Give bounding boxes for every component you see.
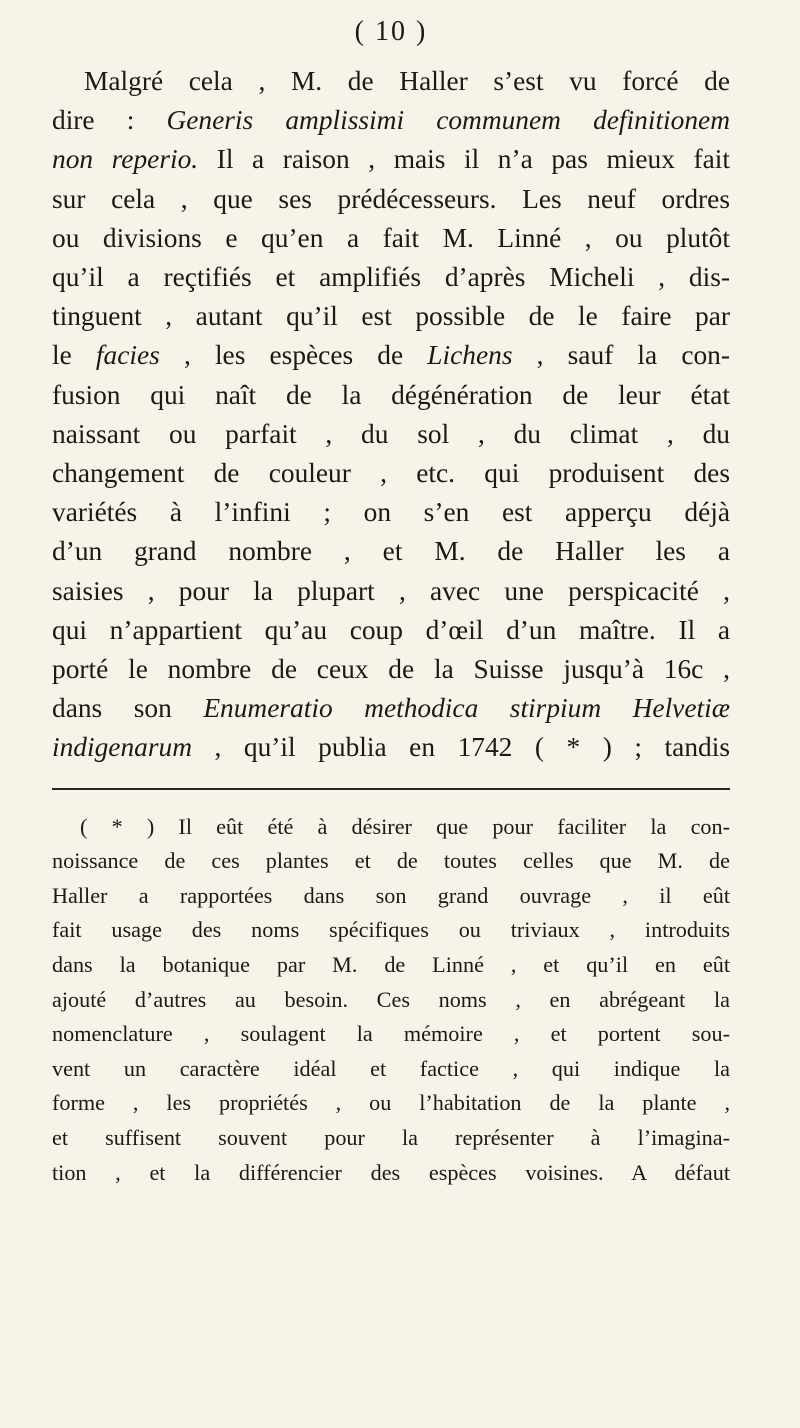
footnote-separator-rule	[52, 788, 730, 790]
text-line	[52, 983, 730, 1018]
text-line	[52, 219, 730, 258]
text-line	[52, 728, 730, 767]
text-run: , qu’il publia en 1742 ( * ) ; tandis	[192, 732, 730, 763]
text-line	[52, 611, 730, 650]
italic-text-run: indigenarum	[52, 732, 192, 763]
italic-text-run: non reperio.	[52, 144, 199, 175]
text-run: noissance de ces plantes et de toutes celles que M. de	[52, 848, 730, 874]
text-run: tinguent , autant qu’il est possible de le faire par	[52, 301, 730, 332]
text-run: dans la botanique par M. de Linné , et qu’il en eût	[52, 952, 730, 978]
text-run: dire :	[52, 105, 167, 136]
text-run: naissant ou parfait , du sol , du climat , du	[52, 418, 730, 449]
text-run: sur cela , que ses prédécesseurs. Les neuf ordres	[52, 183, 730, 214]
text-line	[52, 1156, 730, 1191]
italic-text-run: facies	[95, 340, 160, 371]
main-text-block	[52, 62, 730, 768]
text-line	[52, 376, 730, 415]
text-run: fusion qui naît de la dégénération de leur état	[52, 379, 730, 410]
text-run: variétés à l’infini ; on s’en est apperçu déjà	[52, 497, 730, 528]
footnote-block	[52, 810, 730, 1191]
text-run: forme , les propriétés , ou l’habitation de la plante ,	[52, 1090, 730, 1116]
text-run: tion , et la différencier des espèces voisines. A défaut	[52, 1159, 730, 1185]
text-line	[52, 879, 730, 914]
text-line	[52, 1086, 730, 1121]
italic-text-run: Generis amplissimi communem definitionem	[166, 105, 730, 136]
text-line	[52, 948, 730, 983]
text-run: et suffisent souvent pour la représenter à l’imagina-	[52, 1125, 730, 1150]
text-line	[52, 415, 730, 454]
text-run: , les espèces de	[159, 340, 428, 371]
text-run: d’un grand nombre , et M. de Haller les a	[52, 536, 730, 567]
text-run: vent un caractère idéal et factice , qui indique la	[52, 1055, 730, 1081]
text-line	[52, 572, 730, 611]
italic-text-run: Enumeratio methodica stirpium Helvetiæ	[203, 693, 730, 724]
text-run: fait usage des noms spécifiques ou triviaux , introduits	[52, 917, 730, 943]
text-line	[52, 1017, 730, 1052]
text-run: changement de couleur , etc. qui produisent des	[52, 458, 730, 489]
text-run: , sauf la con-	[512, 340, 730, 371]
text-line	[52, 650, 730, 689]
text-line	[52, 532, 730, 571]
text-run: nomenclature , soulagent la mémoire , et portent sou-	[52, 1021, 730, 1047]
text-run: Il a raison , mais il n’a pas mieux fait	[198, 144, 730, 175]
text-line	[52, 493, 730, 532]
text-line	[52, 844, 730, 879]
text-run: qui n’appartient qu’au coup d’œil d’un maître. Il a	[52, 614, 730, 645]
text-line	[52, 454, 730, 493]
text-run: le	[52, 340, 96, 371]
text-run: Malgré cela , M. de Haller s’est vu forcé de	[84, 66, 730, 96]
text-line	[52, 297, 730, 336]
text-run: ou divisions e qu’en a fait M. Linné , ou plutôt	[52, 222, 730, 253]
text-run: dans son	[52, 693, 204, 724]
text-line	[52, 913, 730, 948]
text-run: qu’il a reçtifiés et amplifiés d’après Micheli , dis-	[52, 262, 730, 293]
text-run: porté le nombre de ceux de la Suisse jusqu’à 16c ,	[52, 654, 730, 685]
text-line	[52, 101, 730, 140]
text-line	[52, 140, 730, 179]
text-line	[52, 689, 730, 728]
italic-text-run: Lichens	[427, 340, 513, 371]
text-line	[52, 258, 730, 297]
text-run: ( * ) Il eût été à désirer que pour faciliter la con-	[80, 813, 730, 839]
text-run: Haller a rapportées dans son grand ouvrage , il eût	[52, 882, 730, 908]
text-run: saisies , pour la plupart , avec une perspicacité ,	[52, 575, 730, 606]
text-run: ajouté d’autres au besoin. Ces noms , en abrégeant la	[52, 986, 730, 1012]
page-number: ( 10 )	[354, 16, 428, 47]
text-line	[52, 1052, 730, 1087]
text-line	[52, 62, 730, 101]
text-line	[52, 336, 730, 375]
text-line	[52, 180, 730, 219]
text-line	[52, 810, 730, 845]
text-line	[52, 1121, 730, 1156]
